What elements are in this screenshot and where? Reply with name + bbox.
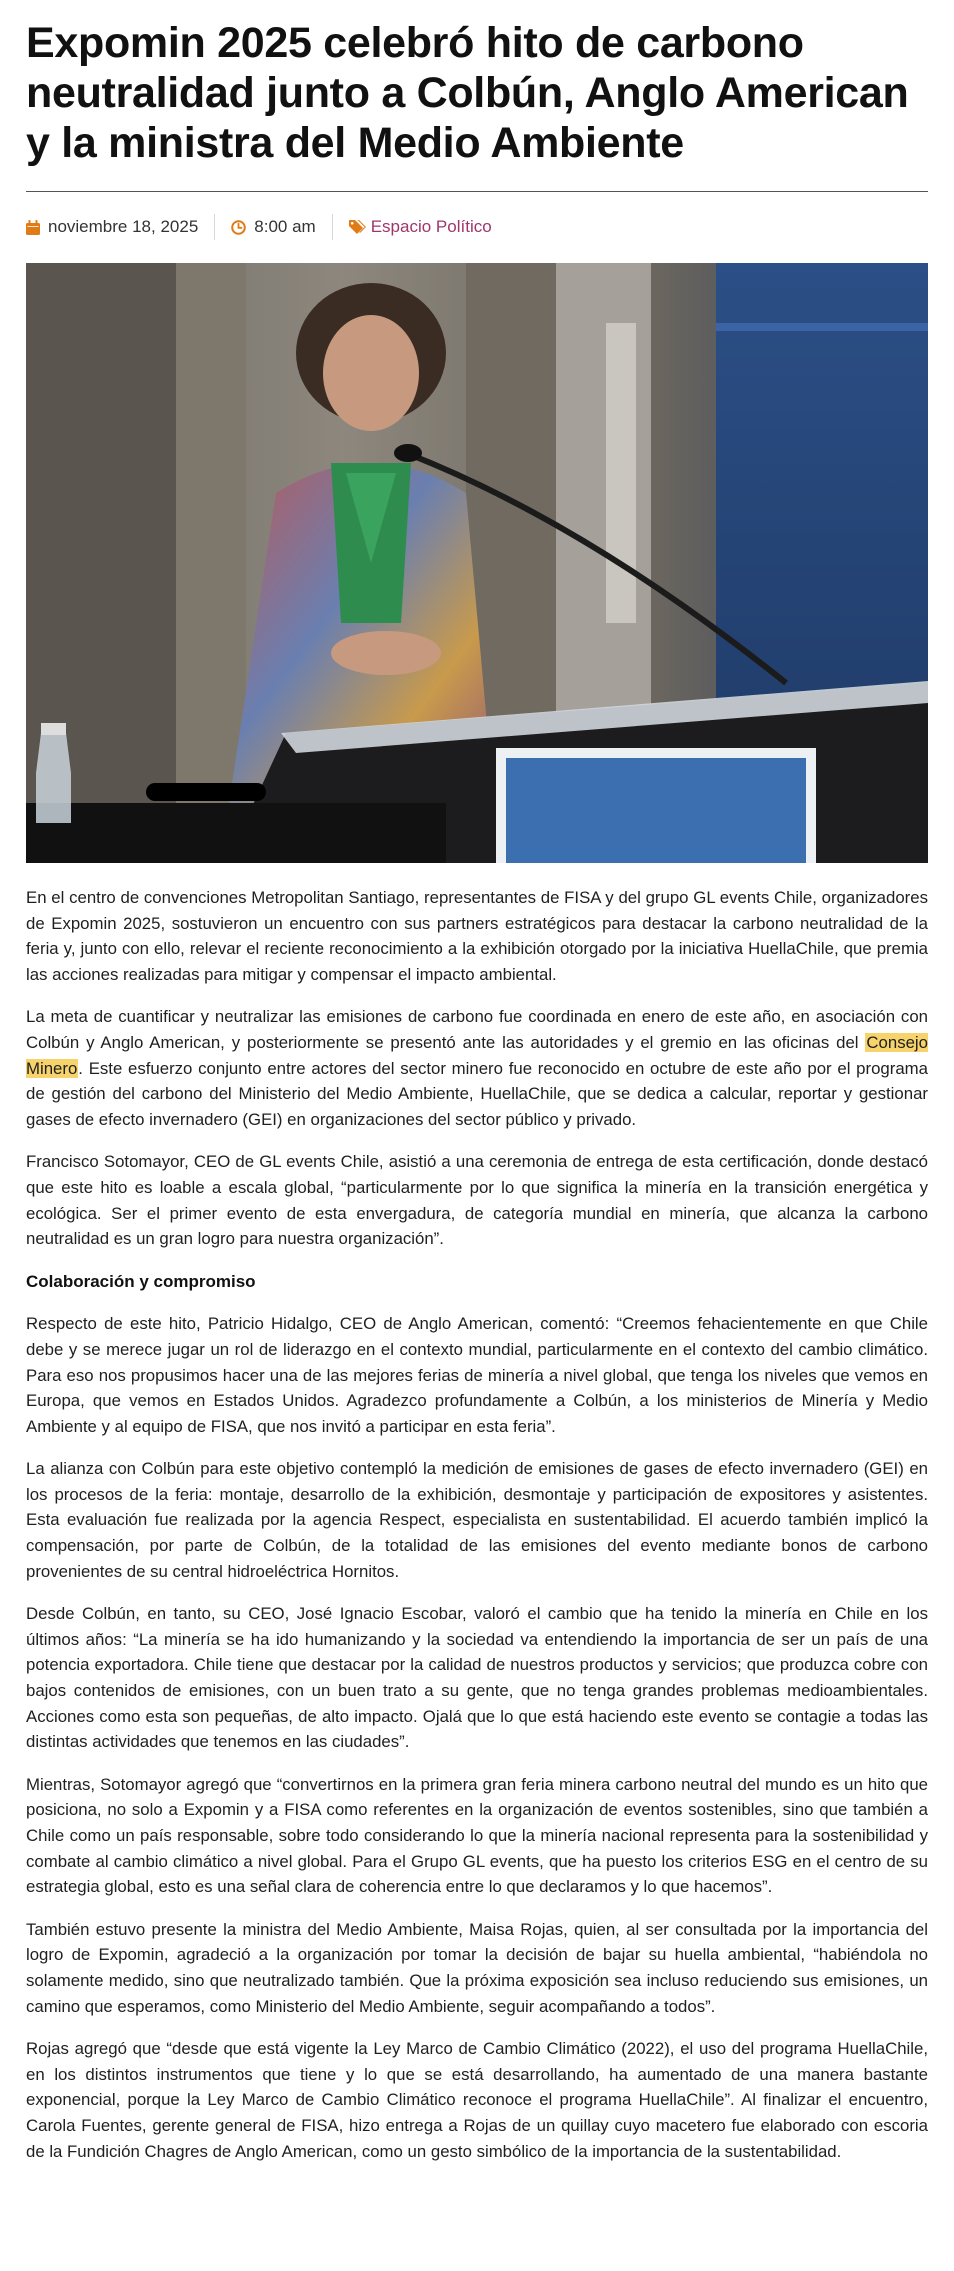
article-image: [26, 263, 928, 863]
meta-date: [26, 217, 198, 237]
article-title: Expomin 2025 celebró hito de carbono neutralidad junto a Colbún, Anglo American y la ministra del Medio Ambiente: [26, 19, 909, 167]
clock-icon: [231, 220, 246, 235]
title-divider: [26, 191, 928, 192]
paragraph: Respecto de este hito, Patricio Hidalgo, CEO de Anglo American, comentó: “Creemos fehacientemente en que Chile debe y se merece jugar un rol de liderazgo en el contexto mundial, particularmente en el contexto del cambio climático. Para eso nos propusimos hacer una de las mejores ferias de minería a nivel global, que tenga los niveles que vemos en Europa, que vemos en Estados Unidos. Agradezco profundamente a Colbún, a los ministerios de Minería y Medio Ambiente y al equipo de FISA, que nos invitó a participar en esta feria”.: [26, 1314, 928, 1436]
meta-separator: [214, 214, 215, 240]
meta-category[interactable]: [349, 217, 492, 237]
article-body: [26, 885, 928, 2164]
meta-date-text: noviembre 18, 2025: [48, 217, 199, 236]
highlighted-term: Consejo Minero: [26, 1032, 928, 1078]
section-subheading: Colaboración y compromiso: [26, 1271, 256, 1291]
paragraph: Rojas agregó que “desde que está vigente la Ley Marco de Cambio Climático (2022), el uso del programa HuellaChile, en los distintos instrumentos que tiene y lo que se está desarrollando, ha aumentado de una manera bastante exponencial, porque la Ley Marco de Cambio Climático reconoce el programa HuellaChile”. Al finalizar el encuentro, Carola Fuentes, gerente general de FISA, hizo entrega a Rojas de un quillay cuyo macetero fue elaborado con escoria de la Fundición Chagres de Anglo American, como un gesto simbólico de la importancia de la sustentabilidad.: [26, 2039, 928, 2161]
calendar-icon: [26, 220, 40, 235]
paragraph: También estuvo presente la ministra del Medio Ambiente, Maisa Rojas, quien, al ser consultada por la importancia del logro de Expomin, agradeció a la organización por tomar la decisión de bajar su huella ambiental, “habiéndola no solamente medido, sino que neutralizado también. Que la próxima exposición sea incluso reduciendo sus emisiones, un camino que esperamos, como Ministerio del Medio Ambiente, seguir acompañando a todos”.: [26, 1919, 928, 2016]
paragraph: La alianza con Colbún para este objetivo contempló la medición de emisiones de gases de efecto invernadero (GEI) en los procesos de la feria: montaje, desarrollo de la exhibición, desmontaje y participación de expositores y asistentes. Esta evaluación fue realizada por la agencia Respect, especialista en sustentabilidad. El acuerdo también implicó la compensación, por parte de Colbún, de la totalidad de las emisiones del evento mediante bonos de carbono provenientes de su central hidroeléctrica Hornitos.: [26, 1459, 928, 1581]
paragraph: Desde Colbún, en tanto, su CEO, José Ignacio Escobar, valoró el cambio que ha tenido la minería en Chile en los últimos años: “La minería se ha ido humanizando y la sociedad va entendiendo la importancia de ser un país de una potencia exportadora. Chile tiene que destacar por la calidad de nuestros productos y servicios; que produzca cobre con bajos contenidos de emisiones, con un buen trato a su gente, que no tenga grandes problemas medioambientales. Acciones como esta son pequeñas, de alto impacto. Ojalá que lo que está haciendo este evento se contagie a todas las distintas actividades que tenemos en las ciudades”.: [26, 1604, 928, 1752]
meta-time: [231, 217, 315, 237]
paragraph: En el centro de convenciones Metropolitan Santiago, representantes de FISA y del grupo GL events Chile, organizadores de Expomin 2025, sostuvieron un encuentro con sus partners estratégicos para destacar la carbono neutralidad de la feria y, junto con ello, relevar el reciente reconocimiento a la exhibición otorgado por la iniciativa HuellaChile, que premia las acciones realizadas para mitigar y compensar el impacto ambiental.: [26, 888, 928, 984]
category-link[interactable]: Espacio Político: [370, 217, 492, 236]
meta-time-text: 8:00 am: [254, 217, 316, 236]
paragraph: Francisco Sotomayor, CEO de GL events Chile, asistió a una ceremonia de entrega de esta certificación, donde destacó que este hito es loable a escala global, “particularmente por lo que significa la minería en la transición energética y ecológica. Ser el primer evento de esta envergadura, de categoría mundial en minería, que alcanza la carbono neutralidad es un gran logro para nuestra organización”.: [26, 1152, 928, 1249]
paragraph: Mientras, Sotomayor agregó que “convertirnos en la primera gran feria minera carbono neutral del mundo es un hito que posiciona, no solo a Expomin y a FISA como referentes en la organización de eventos sostenibles, sino que también a Chile como un país responsable, sobre todo considerando lo que la minería nacional representa para la sostenibilidad y combate al cambio climático a nivel global. Para el Grupo GL events, que ha puesto los criterios ESG en el centro de su estrategia global, esto es una señal clara de coherencia entre lo que declaramos y lo que hacemos”.: [26, 1774, 928, 1897]
meta-separator: [332, 214, 333, 240]
tags-icon: [349, 219, 369, 235]
paragraph: [26, 1004, 928, 1132]
photo-of-speaker-at-podium: [26, 263, 928, 863]
paragraph-text: La meta de cuantificar y neutralizar las emisiones de carbono fue coordinada en enero de este año, en asociación con Colbún y Anglo American, y posteriormente se presentó ante las autoridades y el gremio en las oficinas del: [26, 1007, 928, 1052]
paragraph-text: . Este esfuerzo conjunto entre actores del sector minero fue reconocido en octubre de este año por el programa de gestión del carbono del Ministerio del Medio Ambiente, HuellaChile, que se dedica a calcular, reportar y gestionar gases de efecto invernadero (GEI) en organizaciones del sector público y privado.: [26, 1058, 928, 1129]
article-meta: [26, 202, 928, 252]
